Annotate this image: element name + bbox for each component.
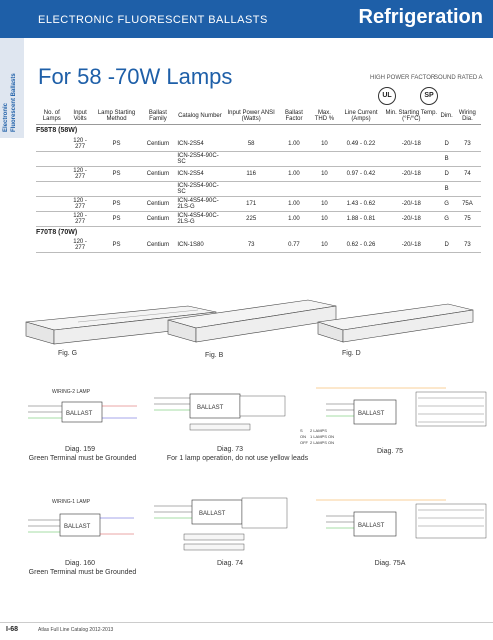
fig-b-label: Fig. B [205,352,224,359]
table-cell [383,151,439,166]
table-cell [278,181,310,196]
diagram-159-ballast: BALLAST [66,411,93,417]
table-cell: 58 [225,137,278,152]
table-cell: 120 - 277 [68,211,93,226]
table-row [36,137,481,152]
table-cell: 10 [310,166,339,181]
table-cell [93,181,141,196]
table-cell: ICN-2S54 [175,137,224,152]
table-header-row [36,108,481,125]
diagram-160-ballast: BALLAST [64,524,91,530]
diagram-75-switch-on: ON [300,434,306,439]
table-cell: 10 [310,196,339,211]
table-cell [225,151,278,166]
table-cell: D [439,238,453,253]
table-cell: 1.43 - 0.62 [339,196,383,211]
table-header-cell: Catalog Number [175,108,224,125]
table-cell: D [439,166,453,181]
table-header-cell: Ballast Family [140,108,175,125]
table-header-cell: Dim. [439,108,453,125]
table-cell [310,151,339,166]
table-header-cell: Max. THD % [310,108,339,125]
table-cell [36,166,68,181]
table-cell: 75 [454,211,481,226]
table-cell: -20/-18 [383,137,439,152]
table-cell: D [439,137,453,152]
table-cell: PS [93,166,141,181]
table-cell [278,151,310,166]
diagram-75-wiring [296,380,490,450]
table-row [36,151,481,166]
diagram-75-lamps-2: 2 LAMPS [310,428,327,433]
table-group-row [36,125,481,137]
table-header-cell: Input Volts [68,108,93,125]
table-cell: 171 [225,196,278,211]
diagram-75a-label: Diag. 75A [374,560,406,567]
table-group-label: F70T8 (70W) [36,228,78,236]
table-header-cell: Line Current (Amps) [339,108,383,125]
table-cell [339,181,383,196]
table-cell: 0.49 - 0.22 [339,137,383,152]
table-header-cell: Input Power ANSI (Watts) [225,108,278,125]
diagram-73-wiring [150,390,290,440]
diagram-75-label: Diag. 75 [376,448,404,455]
diagram-75-ballast: BALLAST [358,411,385,417]
fig-g-label: Fig. G [58,350,78,357]
diagram-73-ballast: BALLAST [197,405,224,411]
table-cell: 1.00 [278,196,310,211]
table-cell: PS [93,238,141,253]
table-cell: Centium [140,211,175,226]
sound-rated-label: SOUND RATED A [434,75,483,81]
table-cell: PS [93,211,141,226]
table-cell: ICN-1S80 [175,238,224,253]
table-cell: PS [93,196,141,211]
table-cell: G [439,196,453,211]
diagram-160-note: Green Terminal must be Grounded [28,569,137,576]
fig-d-drawing [318,304,473,342]
table-cell: ICN-4S54-90C-2LS-G [175,196,224,211]
table-cell: 74 [454,166,481,181]
table-row [36,196,481,211]
table-cell: 75A [454,196,481,211]
section-title: ELECTRONIC FLUORESCENT BALLASTS [38,14,268,26]
table-cell [36,181,68,196]
table-cell: 0.77 [278,238,310,253]
table-cell [140,181,175,196]
table-cell [36,196,68,211]
category-title: Refrigeration [358,6,483,28]
table-cell: G [439,211,453,226]
diagram-74-label: Diag. 74 [216,560,244,567]
diagram-75a-ballast: BALLAST [358,523,385,529]
page-header [0,0,493,38]
table-cell [36,151,68,166]
table-cell: 116 [225,166,278,181]
side-tab-line1: Electronic [3,102,9,132]
table-cell [454,151,481,166]
diagram-159-title: WIRING-2 LAMP [52,389,91,395]
table-cell: 120 - 277 [68,166,93,181]
table-cell: -20/-18 [383,238,439,253]
diagram-75-lamps-1-on: 1 LAMPS ON [310,434,335,439]
table-cell [383,181,439,196]
table-cell: ICN-2S54-90C-SC [175,181,224,196]
table-cell: B [439,151,453,166]
table-cell [36,238,68,253]
table-cell: ICN-2S54-90C-SC [175,151,224,166]
table-cell: 73 [454,238,481,253]
csa-logo-icon: SP [420,87,438,105]
table-group-label: F58T8 (58W) [36,127,78,135]
table-cell [339,151,383,166]
high-power-factor-label: HIGH POWER FACTOR [370,75,436,81]
diagram-160-title: WIRING-1 LAMP [52,499,91,505]
table-cell: 10 [310,137,339,152]
table-cell [68,181,93,196]
side-tab-line2: Fluorescent Ballasts [11,73,17,132]
table-cell [454,181,481,196]
table-cell: 1.00 [278,211,310,226]
table-cell [140,151,175,166]
diagram-75-lamps-2-on: 2 LAMPS ON [310,440,335,445]
table-cell: Centium [140,137,175,152]
table-cell: Centium [140,196,175,211]
table-header-cell: Min. Starting Temp. (°F/°C) [383,108,439,125]
table-header-cell: No. of Lamps [36,108,68,125]
table-row [36,211,481,226]
table-cell: 0.62 - 0.26 [339,238,383,253]
table-row [36,238,481,253]
table-cell [310,181,339,196]
diagram-159-label: Diag. 159 [65,446,95,453]
diagram-159-note: Green Terminal must be Grounded [28,455,137,462]
table-cell: B [439,181,453,196]
table-cell: 120 - 277 [68,196,93,211]
page-number: I-68 [6,626,19,633]
diagram-159-wiring [22,384,142,444]
diagram-74-wiring [150,496,290,556]
table-cell: 10 [310,238,339,253]
table-cell: 0.97 - 0.42 [339,166,383,181]
table-cell: 225 [225,211,278,226]
table-header-cell: Ballast Factor [278,108,310,125]
fig-b-drawing [168,300,336,342]
table-cell [36,137,68,152]
table-cell: Centium [140,238,175,253]
diagram-160-label: Diag. 160 [65,560,95,567]
table-cell: ICN-4S54-90C-2LS-G [175,211,224,226]
table-cell [68,151,93,166]
table-cell: -20/-18 [383,211,439,226]
table-cell [225,181,278,196]
table-header-cell: Wiring Dia. [454,108,481,125]
table-cell: 120 - 277 [68,238,93,253]
table-cell: PS [93,137,141,152]
table-cell: 1.88 - 0.81 [339,211,383,226]
table-cell [36,211,68,226]
table-cell: ICN-2S54 [175,166,224,181]
table-cell: -20/-18 [383,196,439,211]
diagram-74-ballast: BALLAST [199,511,226,517]
table-cell: 120 - 277 [68,137,93,152]
footer-text: Atlas Full Line Catalog 2012-2013 [38,627,114,633]
table-row [36,181,481,196]
diagram-73-label: Diag. 73 [216,446,244,453]
diagram-75-switch-s: S [300,428,303,433]
diagram-75a-wiring [296,492,490,562]
ballast-spec-table [36,108,481,253]
table-cell: 1.00 [278,166,310,181]
table-cell: 73 [454,137,481,152]
table-header-cell: Lamp Starting Method [93,108,141,125]
table-cell: 10 [310,211,339,226]
table-cell: 73 [225,238,278,253]
footer-divider [0,622,493,623]
table-cell [93,151,141,166]
ul-logo-icon: UL [378,87,396,105]
table-row [36,166,481,181]
diagram-73-note: For 1 lamp operation, do not use yellow leads [166,455,309,462]
table-group-row [36,226,481,238]
fig-d-label: Fig. D [342,350,361,357]
page-title: For 58 -70W Lamps [38,64,233,89]
table-cell: Centium [140,166,175,181]
diagram-160-wiring [22,494,142,554]
table-cell: -20/-18 [383,166,439,181]
diagram-75-switch-off: OFF [300,440,308,445]
table-cell: 1.00 [278,137,310,152]
ballast-dimension-drawings [18,282,488,372]
